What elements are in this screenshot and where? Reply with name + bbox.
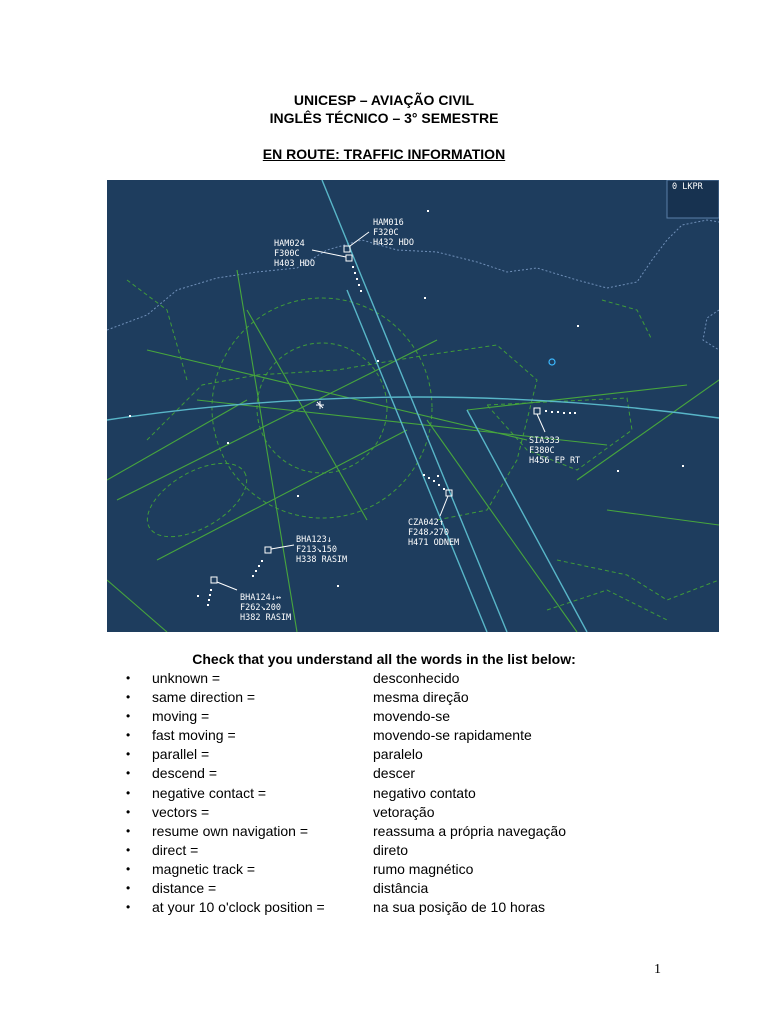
sia333-callsign: SIA333 [529,436,560,446]
bullet-icon: • [126,747,131,762]
vocabulary-translation: movendo-se rapidamente [373,727,532,744]
vocabulary-translation: paralelo [373,746,423,763]
bullet-icon: • [126,823,131,838]
corner-inset [667,180,719,218]
ham016-level: F320C [373,228,399,238]
csa042-callsign: CZA042↑ [408,518,444,528]
vocabulary-translation: rumo magnético [373,860,474,877]
bha123-level: F213↘150 [296,545,337,555]
bullet-icon: • [126,785,131,800]
bullet-icon: • [126,709,131,724]
vocabulary-translation: vetoração [373,803,435,820]
ham024-callsign: HAM024 [274,239,305,249]
bullet-icon: • [126,671,131,685]
vocabulary-translation: desconhecido [373,670,460,686]
doc-subtitle: INGLÊS TÉCNICO – 3° SEMESTRE [269,110,499,126]
vocabulary-term: vectors = [152,803,210,820]
sia333-heading: H456 FP RT [529,456,581,466]
section-title: EN ROUTE: TRAFFIC INFORMATION [262,146,506,162]
vocabulary-translation: negativo contato [373,784,476,801]
vocabulary-term: resume own navigation = [152,822,309,839]
bullet-icon: • [126,900,131,915]
bullet-icon: • [126,861,131,876]
vocabulary-translation: reassuma a própria navegação [373,822,567,839]
vocabulary-term: at your 10 o'clock position = [152,899,325,916]
vocabulary-term: same direction = [152,689,256,706]
vocabulary-term: descend = [152,765,217,782]
bha124-level: F262↘200 [240,603,281,613]
vocabulary-term: parallel = [152,746,210,763]
bullet-icon: • [126,690,131,705]
vocabulary-heading: Check that you understand all the words in the list below: [192,651,576,667]
bha123-heading: H338 RASIM [296,555,348,565]
bha123-callsign: BHA123↓ [296,535,332,545]
bha124-heading: H382 RASIM [240,613,292,623]
radar-screen [107,180,719,632]
ham016-callsign: HAM016 [373,218,404,228]
doc-title: UNICESP – AVIAÇÃO CIVIL [293,92,475,108]
vocabulary-translation: descer [373,765,416,782]
page-number: 1 [654,962,661,977]
vocabulary-term: moving = [152,708,210,725]
corner-label: 0 LKPR [672,182,703,192]
vocabulary-translation: direto [373,841,409,858]
bullet-icon: • [126,766,131,781]
bullet-icon: • [126,728,131,743]
bullet-icon: • [126,881,131,896]
vocabulary-translation: mesma direção [373,689,469,706]
sia333-level: F380C [529,446,555,456]
vocabulary-term: magnetic track = [152,860,256,877]
csa042-level: F248↗270 [408,528,449,538]
vocabulary-term: distance = [152,880,217,897]
vocabulary-translation: distância [373,880,429,897]
ham024-level: F300C [274,249,300,259]
csa042-heading: H471 ODNEM [408,538,460,548]
vocabulary-translation: movendo-se [373,708,451,725]
vocabulary-term: unknown = [152,670,221,686]
vocabulary-term: negative contact = [152,784,267,801]
vocabulary-term: direct = [152,841,199,858]
bha124-callsign: BHA124↓↔ [240,593,281,603]
bullet-icon: • [126,842,131,857]
bullet-icon: • [126,804,131,819]
vocabulary-term: fast moving = [152,727,236,744]
ham016-heading: H432 HDO [373,238,414,248]
ham024-heading: H403 HDO [274,259,315,269]
vocabulary-translation: na sua posição de 10 horas [373,899,546,916]
